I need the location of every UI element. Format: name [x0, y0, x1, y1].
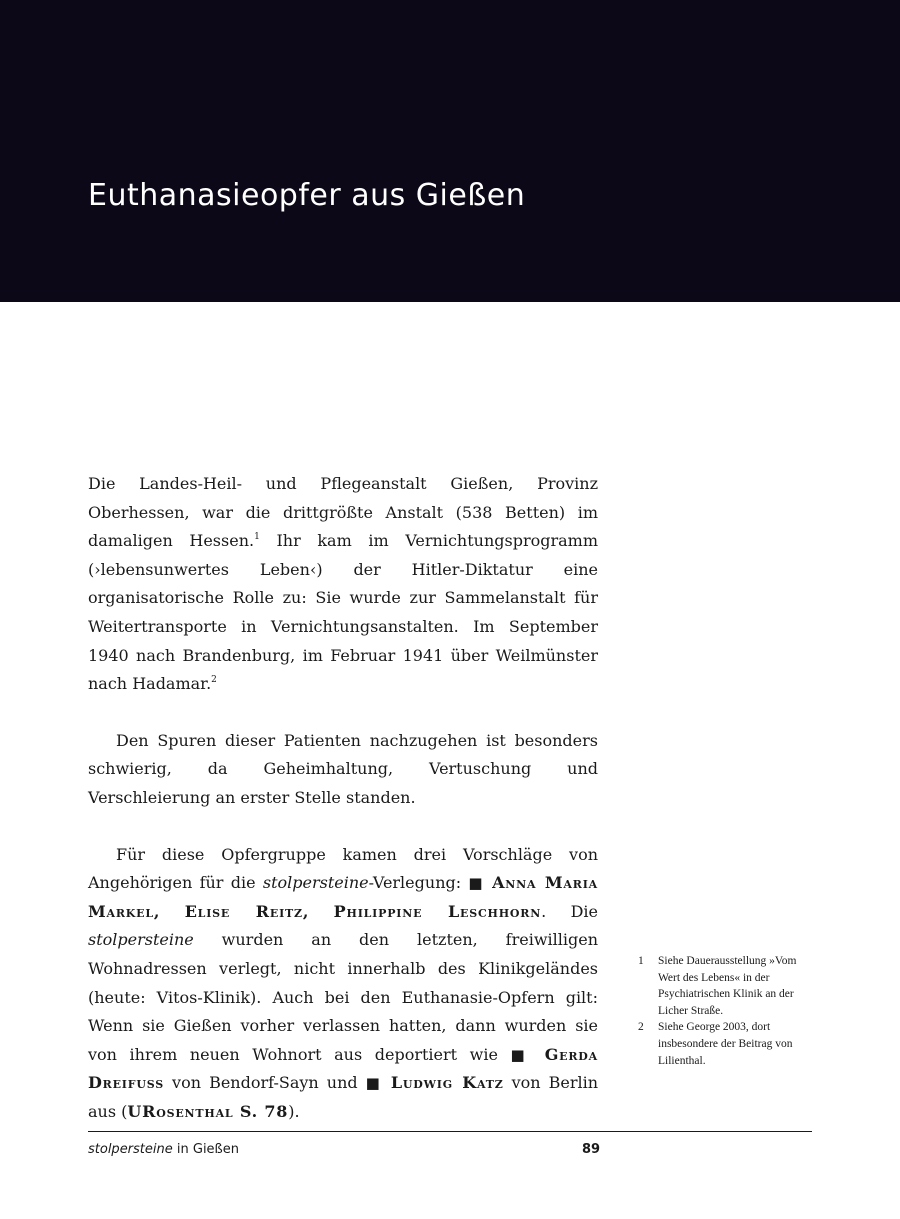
stone-marker-icon: ■	[468, 874, 485, 893]
footnotes	[638, 953, 810, 1069]
chapter-title: Euthanasieopfer aus Gießen	[88, 178, 526, 213]
footnote-1	[638, 953, 810, 1019]
footnote-text: Siehe George 2003, dort insbesondere der Beitrag von Lilienthal.	[658, 1021, 793, 1067]
page-number: 89	[582, 1142, 601, 1157]
body-text	[88, 470, 598, 1154]
victim-name-katz: Ludwig Katz	[390, 1073, 504, 1093]
footnote-2	[638, 1019, 810, 1069]
p3-text-3: . Die	[541, 901, 599, 921]
cross-reference-rosenthal[interactable]: URosenthal S. 78	[127, 1101, 289, 1121]
footnote-text: Siehe Dauerausstellung »Vom Wert des Lebens« in der Psychiatrischen Klinik an der Licher Straße.	[658, 955, 797, 1017]
stolpersteine-term: stolpersteine	[88, 930, 194, 950]
p3-text-6: von Berlin aus (	[88, 1073, 599, 1121]
footnote-ref-2[interactable]: 2	[211, 675, 217, 686]
victim-name-reitz: Elise Reitz,	[184, 901, 310, 921]
footnote-number: 2	[638, 1021, 644, 1034]
p3-text-7: ).	[288, 1101, 300, 1121]
p3-text-4: wurden an den letzten, freiwilligen Wohnadressen verlegt, nicht innerhalb des Klinikgeländes (heute: Vitos-Klinik). Auch bei den Euthanasie-Opfern gilt: Wenn sie Gießen vorher verlassen hatten, dann wurden sie von ihrem neuen Wohnort aus deportiert wie	[88, 930, 598, 1064]
paragraph-2: Den Spuren dieser Patienten nachzugehen ist besonders schwierig, da Geheimhaltung, Vertuschung und Verschleierung an erster Stelle standen.	[88, 730, 598, 807]
p3-text-5: von Bendorf-Sayn und	[164, 1073, 366, 1093]
paragraph-1	[88, 470, 598, 699]
paragraph-3	[88, 841, 598, 1127]
victim-name-dreifuss: Gerda Dreifuss	[88, 1044, 598, 1093]
p1-text-b: Ihr kam im Vernichtungsprogramm (›lebensunwertes Leben‹) der Hitler-Diktatur eine organisatorische Rolle zu: Sie wurde zur Sammelanstalt für Weitertransporte in Vernichtungsanstalten. Im September 1940 nach Brandenburg, im Februar 1941 über Weilmünster nach Hadamar.	[88, 531, 598, 694]
p3-text-2: -Verlegung:	[368, 873, 469, 893]
running-footer	[88, 1142, 239, 1157]
chapter-banner	[0, 0, 900, 302]
footer-place: in Gießen	[172, 1142, 239, 1157]
footnote-number: 1	[638, 955, 644, 967]
stolpersteine-term: stolpersteine	[262, 873, 369, 893]
stone-marker-icon: ■	[510, 1045, 533, 1064]
p1-text-a: Die Landes-Heil- und Pflegeanstalt Gießen, Provinz Oberhessen, war die drittgrößte Anstalt (538 Betten) im damaligen Hessen.	[88, 474, 598, 551]
p3-text-1: Für diese Opfergruppe kamen drei Vorschläge von Angehörigen für die	[88, 844, 598, 893]
footnote-ref-1[interactable]: 1	[254, 532, 260, 543]
victim-name-markel: Anna Maria Markel,	[88, 873, 598, 921]
victim-name-leschhorn: Philippine Leschhorn	[333, 901, 542, 921]
stone-marker-icon: ■	[365, 1074, 383, 1093]
footer-rule	[88, 1131, 812, 1132]
footer-series: stolpersteine	[88, 1142, 173, 1157]
